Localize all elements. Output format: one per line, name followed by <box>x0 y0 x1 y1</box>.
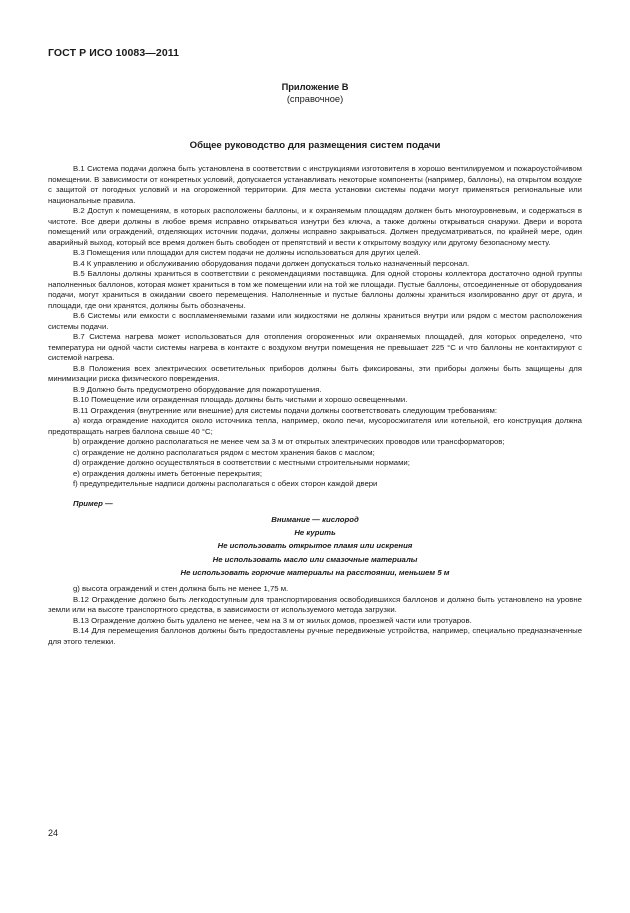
example-label: Пример — <box>73 498 113 508</box>
section-title: Общее руководство для размещения систем подачи <box>189 140 441 151</box>
list-item-d: d) ограждение должно осуществляться в соответствии с местными строительными нормами; <box>73 458 410 467</box>
paragraph-b8: В.8 Положения всех электрических осветительных приборов должны быть фиксированы, эти приборы должны быть защищены для минимизации риска физического повреждения. <box>48 363 582 383</box>
document-code-header: ГОСТ Р ИСО 10083—2011 <box>48 47 180 59</box>
notice-line-4: Не использовать масло или смазочные материалы <box>212 554 418 564</box>
notice-line-5: Не использовать горючие материалы на расстоянии, меньшем 5 м <box>180 567 450 577</box>
paragraph-b7: В.7 Система нагрева может использоваться для отопления огороженных или охраняемых площадей, для которых определено, что температура ни одной части системы нагрева в контакте с воздухом внутри помещения не превышает 225 °С и что баллоны не контактируют с системой нагрева. <box>48 332 582 362</box>
paragraph-b6: В.6 Системы или емкости с воспламеняемыми газами или жидкостями не должны храниться внутри или рядом с местом расположения системы подачи. <box>48 311 582 331</box>
paragraph-b12: В.12 Ограждение должно быть легкодоступным для транспортирования освободившихся баллонов и должно быть установлено на уровне земли или на высоте транспортного средства, в зависимости от используемого метода загрузки. <box>48 594 582 615</box>
paragraph-b11: В.11 Ограждения (внутренние или внешние) для системы подачи должны соответствовать следующим требованиям: <box>73 405 498 415</box>
paragraph-b4: В.4 К управлению и обслуживанию оборудования подачи должен допускаться только назначенный персонал. <box>73 258 470 268</box>
notice-line-1: Внимание — кислород <box>271 515 359 524</box>
paragraph-b14: В.14 Для перемещения баллонов должны быть предоставлены ручные передвижные устройства, например, специально предназначенные для этого тележки. <box>48 626 582 646</box>
appendix-heading <box>0 82 630 105</box>
appendix-subtitle: (справочное) <box>286 93 344 104</box>
paragraph-b9: В.9 Должно быть предусмотрено оборудование для пожаротушения. <box>73 384 322 394</box>
paragraph-b2: В.2 Доступ к помещениям, в которых расположены баллоны, и к охраняемым площадям должен быть многоуровневым, и содержаться в чистоте. Все двери должны в любое время исправно открываться изнутри без ключа, а также должны открываться снаружи. Двери и ворота помещений или ограждений, отделяющих источник подачи, должны исправно закрываться. Должен предусматриваться, по крайней мере, один аварийный выход, который все время должен быть свободен от препятствий и вести к открытому воздуху или другому безопасному месту. <box>48 206 582 247</box>
list-item-a: а) когда ограждение находится около источника тепла, например, около печи, мусоросжигателя или котельной, его конструкция должна предотвращать нагрев баллона свыше 40 °С; <box>48 416 582 436</box>
paragraph-b5: В.5 Баллоны должны храниться в соответствии с рекомендациями поставщика. Для одной стороны коллектора достаточно одной группы наполненных баллонов, которая может храниться в том же помещении или на той же площади. Пустые баллоны, отсоединенные от оборудования подачи, могут храниться в ожидании своего перемещения. Наполненные и пустые баллоны должны храниться изолированно друг от друга, и площади, где они хранятся, должны быть обозначены. <box>48 269 582 310</box>
paragraph-b1: В.1 Система подачи должна быть установлена в соответствии с инструкциями изготовителя в хорошо вентилируемом и пожароустойчивом помещении. В зависимости от конкретных условий, допускается устанавливать некоторые компоненты (например, баллоны), на открытом воздухе с защитой от погодных условий и на огороженной территории. Для места установки системы подачи могут применяться региональные или национальные правила. <box>48 164 582 205</box>
notice-line-3: Не использовать открытое пламя или искрения <box>217 541 413 551</box>
list-item-e: е) ограждения должны иметь бетонные перекрытия; <box>73 468 262 478</box>
notice-line-2: Не курить <box>294 528 336 538</box>
warning-notice <box>48 513 582 579</box>
paragraph-b10: В.10 Помещение или огражденная площадь должны быть чистыми и хорошо освещенными. <box>73 395 408 404</box>
document-body <box>48 164 582 647</box>
list-item-c: с) ограждение не должно располагаться рядом с местом хранения баков с маслом; <box>73 447 375 457</box>
page-number: 24 <box>48 828 59 838</box>
paragraph-b13: В.13 Ограждение должно быть удалено не менее, чем на 3 м от жилых домов, проезжей части или тротуаров. <box>73 615 472 625</box>
list-item-f: f) предупредительные надписи должны располагаться с обеих сторон каждой двери <box>73 479 378 488</box>
paragraph-b3: В.3 Помещения или площадки для систем подачи не должны использоваться для других целей. <box>73 248 421 257</box>
appendix-title: Приложение В <box>281 82 349 92</box>
list-item-b: b) ограждение должно располагаться не менее чем за 3 м от открытых электрических проводов или трансформаторов; <box>73 437 505 446</box>
list-item-g: g) высота ограждений и стен должна быть не менее 1,75 м. <box>73 584 289 594</box>
